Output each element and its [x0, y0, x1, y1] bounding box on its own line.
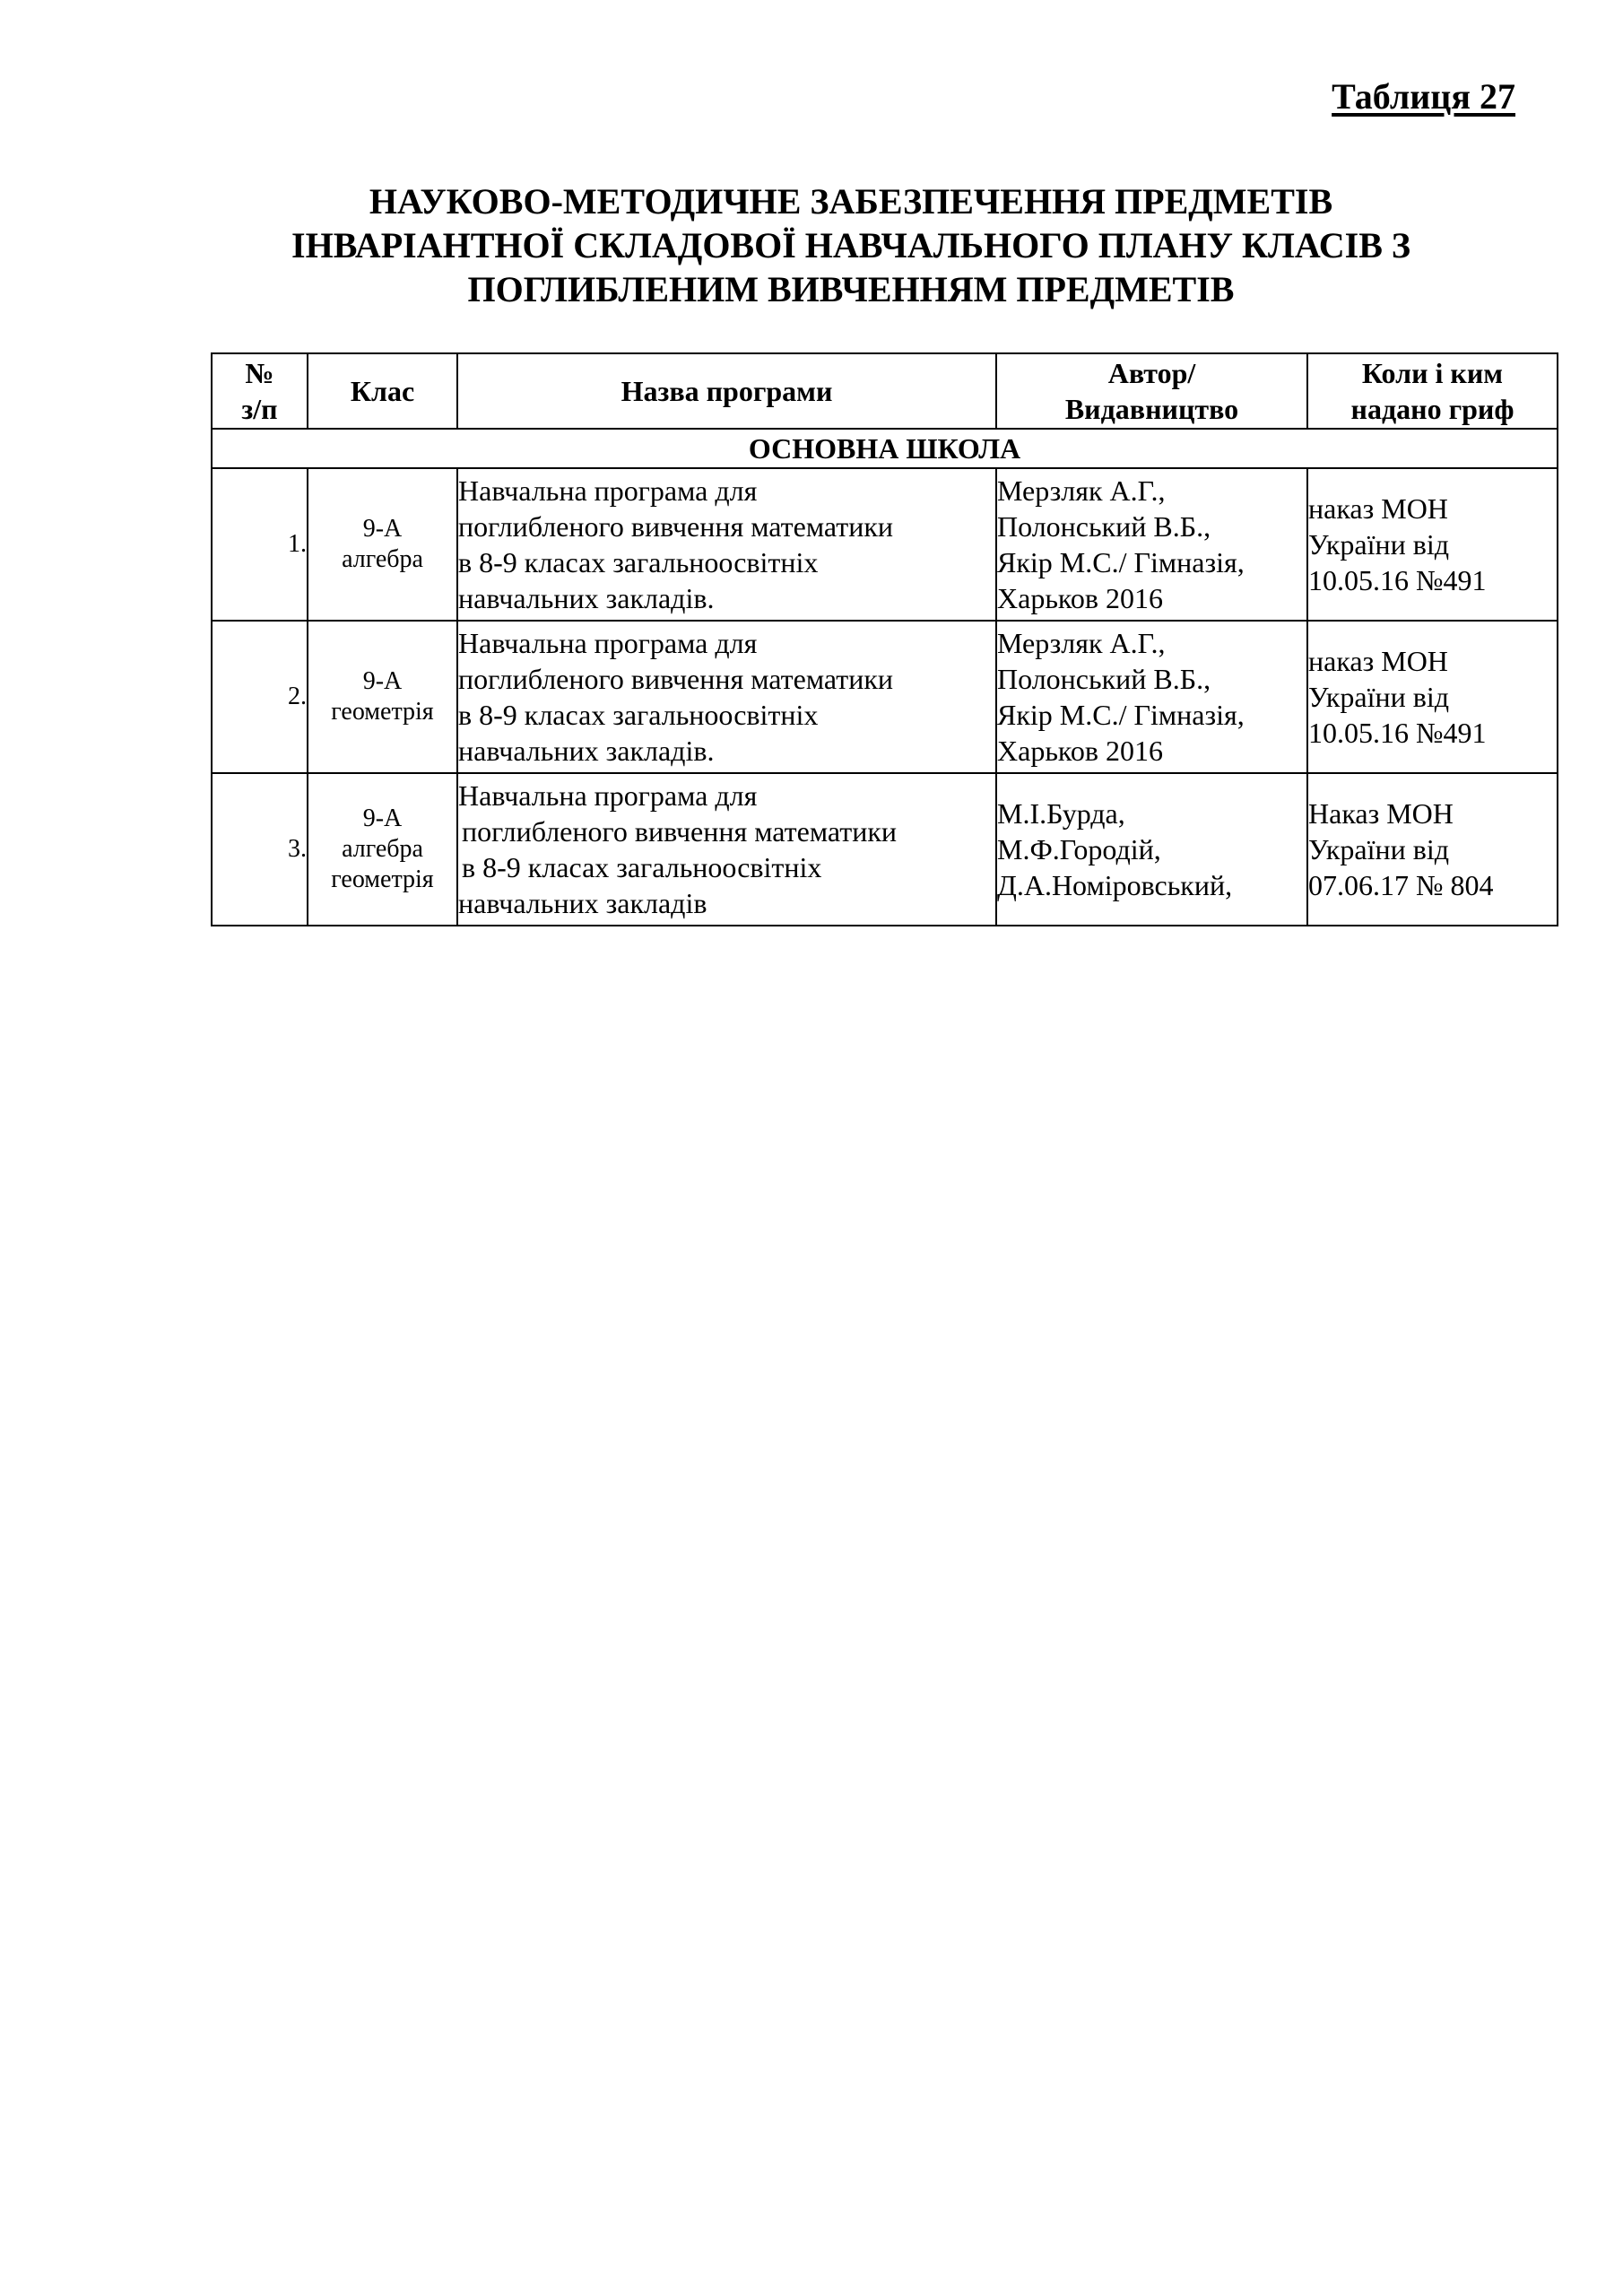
- header-author: [996, 353, 1307, 429]
- header-grif-line: надано гриф: [1350, 393, 1515, 425]
- grif-line: 10.05.16 №491: [1308, 717, 1487, 749]
- row-number: 3.: [212, 773, 308, 926]
- program-line: поглибленого вивчення математики: [458, 663, 893, 695]
- author-line: Якір М.С./ Гімназія,: [997, 546, 1245, 578]
- class-line: геометрія: [331, 865, 434, 893]
- program-line: Навчальна програма для: [458, 627, 758, 659]
- author-line: Полонський В.Б.,: [997, 510, 1211, 543]
- row-grif: [1307, 773, 1558, 926]
- title-line: ПОГЛИБЛЕНИМ ВИВЧЕННЯМ ПРЕДМЕТІВ: [467, 269, 1235, 309]
- header-num-line: №: [245, 357, 274, 389]
- class-line: алгебра: [342, 835, 423, 863]
- row-author: [996, 773, 1307, 926]
- table-number: Таблиця 27: [1332, 76, 1515, 117]
- program-line: в 8-9 класах загальноосвітніх: [462, 851, 822, 883]
- author-line: Мерзляк А.Г.,: [997, 627, 1166, 659]
- author-line: Д.А.Номіровський,: [997, 869, 1233, 901]
- table-row: [212, 468, 1558, 621]
- author-line: Мерзляк А.Г.,: [997, 474, 1166, 507]
- row-grif: [1307, 468, 1558, 621]
- header-author-line: Автор/: [1107, 357, 1196, 389]
- class-line: геометрія: [331, 698, 434, 726]
- header-num-line: з/п: [241, 393, 278, 425]
- grif-line: України від: [1308, 833, 1450, 865]
- class-line: 9-А: [362, 515, 403, 543]
- row-program: [457, 773, 996, 926]
- section-row: [212, 429, 1558, 468]
- program-line: поглибленого вивчення математики: [458, 510, 893, 543]
- program-line: в 8-9 класах загальноосвітніх: [458, 546, 819, 578]
- header-author-line: Видавництво: [1064, 393, 1239, 425]
- program-line: Навчальна програма для: [458, 779, 758, 812]
- author-line: Харьков 2016: [997, 582, 1163, 614]
- row-number: 2.: [212, 621, 308, 773]
- author-line: Якір М.С./ Гімназія,: [997, 699, 1245, 731]
- grif-line: 10.05.16 №491: [1308, 564, 1487, 596]
- grif-line: Наказ МОН: [1308, 797, 1454, 830]
- class-line: 9-А: [362, 804, 403, 832]
- programs-table: [211, 352, 1558, 926]
- row-grif: [1307, 621, 1558, 773]
- title-line: НАУКОВО-МЕТОДИЧНЕ ЗАБЕЗПЕЧЕННЯ ПРЕДМЕТІВ: [369, 181, 1333, 222]
- grif-line: наказ МОН: [1308, 645, 1448, 677]
- row-number: 1.: [212, 468, 308, 621]
- table-row: [212, 621, 1558, 773]
- program-line: навчальних закладів.: [458, 735, 715, 767]
- grif-line: 07.06.17 № 804: [1308, 869, 1494, 901]
- author-line: М.Ф.Городій,: [997, 833, 1161, 865]
- row-author: [996, 621, 1307, 773]
- grif-line: України від: [1308, 681, 1450, 713]
- table-row: [212, 773, 1558, 926]
- program-line: поглибленого вивчення математики: [462, 815, 897, 848]
- header-program: Назва програми: [457, 353, 996, 429]
- header-class: Клас: [308, 353, 457, 429]
- row-class: [308, 468, 457, 621]
- author-line: М.І.Бурда,: [997, 797, 1125, 830]
- class-line: алгебра: [342, 545, 423, 573]
- row-author: [996, 468, 1307, 621]
- program-line: навчальних закладів.: [458, 582, 715, 614]
- program-line: в 8-9 класах загальноосвітніх: [458, 699, 819, 731]
- author-line: Харьков 2016: [997, 735, 1163, 767]
- grif-line: наказ МОН: [1308, 492, 1448, 525]
- header-num: [212, 353, 308, 429]
- row-program: [457, 468, 996, 621]
- header-grif-line: Коли і ким: [1361, 357, 1504, 389]
- program-line: навчальних закладів: [458, 887, 707, 919]
- document-title: [210, 179, 1492, 311]
- author-line: Полонський В.Б.,: [997, 663, 1211, 695]
- title-line: ІНВАРІАНТНОЇ СКЛАДОВОЇ НАВЧАЛЬНОГО ПЛАНУ КЛАСІВ З: [291, 225, 1410, 265]
- row-class: [308, 773, 457, 926]
- row-class: [308, 621, 457, 773]
- row-program: [457, 621, 996, 773]
- program-line: Навчальна програма для: [458, 474, 758, 507]
- header-grif: [1307, 353, 1558, 429]
- class-line: 9-А: [362, 667, 403, 695]
- section-title: ОСНОВНА ШКОЛА: [212, 429, 1558, 468]
- grif-line: України від: [1308, 528, 1450, 561]
- header-row: [212, 353, 1558, 429]
